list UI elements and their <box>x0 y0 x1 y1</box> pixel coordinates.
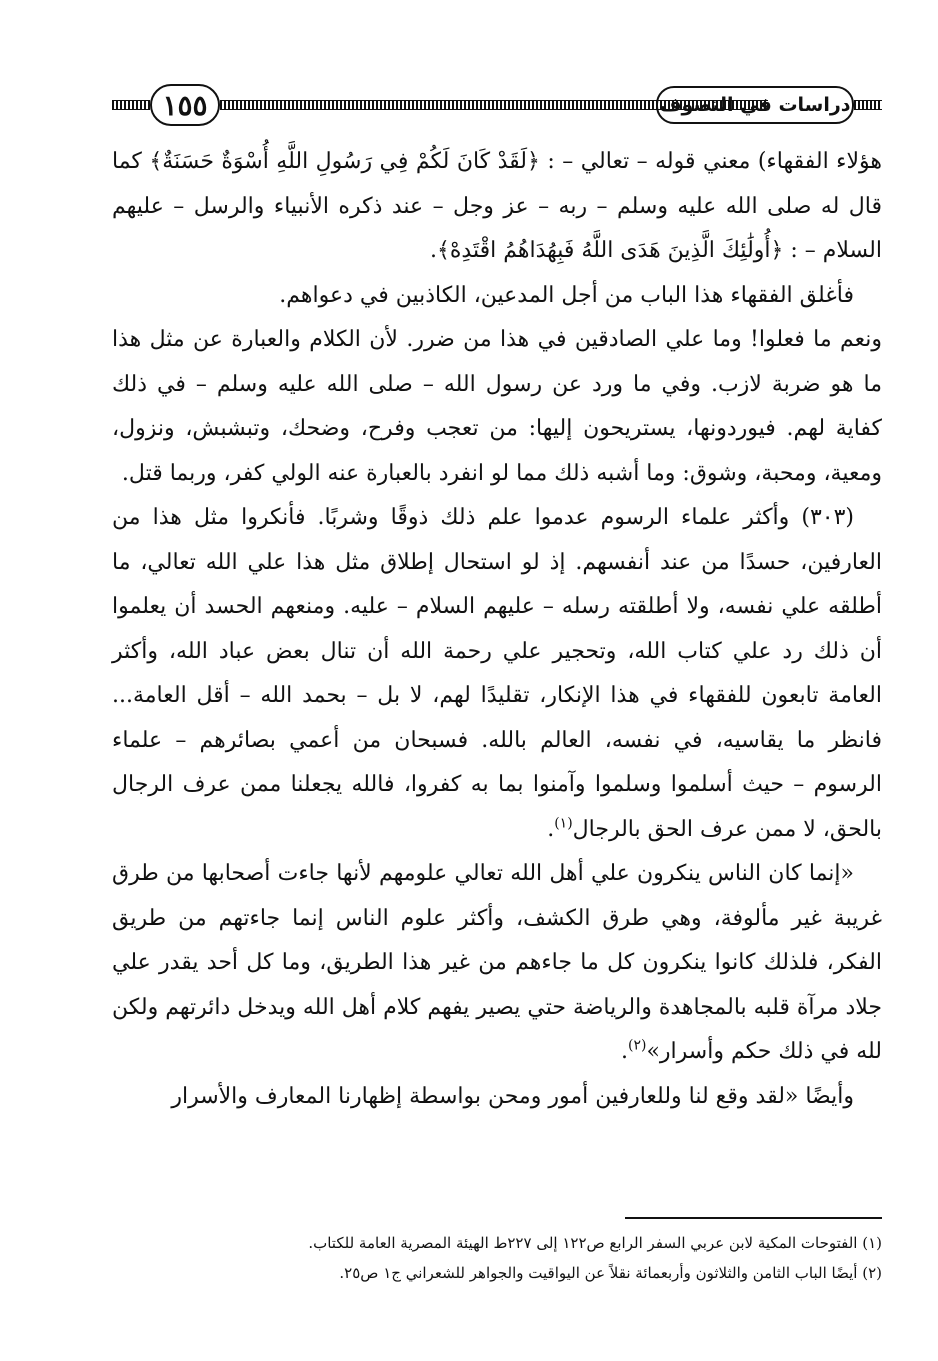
footnote-reference[interactable]: (٢) <box>627 1037 647 1054</box>
paragraph-text: كما قال له صلى الله عليه وسلم – ربه – عز وجل – عند ذكره الأنبياء والرسل – عليهم السلام – : <box>112 149 882 263</box>
quran-verse: ﴿لَقَدْ كَانَ لَكُمْ فِي رَسُولِ اللَّهِ أُسْوَةٌ حَسَنَةٌ﴾ <box>149 149 540 174</box>
header-ornament-rule <box>854 100 882 110</box>
paragraph <box>112 496 882 852</box>
header-ornament-rule <box>112 100 150 110</box>
paragraph-text: . <box>430 238 437 263</box>
paragraph-text: (٣٠٣) وأكثر علماء الرسوم عدموا علم ذلك ذوقًا وشربًا. فأنكروا مثل هذا من العارفين، حسدًا من عند أنفسهم. إذ لو استحال إطلاق مثل هذا علي الله تعالي، ما أطلقه علي نفسه، ولا أطلقته رسله – عليهم السلام – عليه. ومنعهم الحسد أن يعلموا أن ذلك رد علي كتاب الله، وتحجير علي رحمة الله أن تنال بعض عباد الله، وأكثر العامة تابعون للفقهاء في هذا الإنكار، تقليدًا لهم، لا بل – بحمد الله – أقل العامة... فانظر ما يقاسيه، في نفسه، العالم بالله. فسبحان من أعمي بصائرهم – علماء الرسوم – حيث أسلموا وسلموا وآمنوا بما به كفروا، فالله يجعلنا ممن عرف الرجال بالحق، لا ممن عرف الحق بالرجال <box>112 505 882 842</box>
paragraph <box>112 852 882 1075</box>
footnote-reference[interactable]: (١) <box>554 815 573 832</box>
paragraph: فأغلق الفقهاء هذا الباب من أجل المدعين، الكاذبين في دعواهم. <box>279 282 854 308</box>
quran-verse: ﴿أُولَٰئِكَ الَّذِينَ هَدَى اللَّهُ فَبِهُدَاهُمُ اقْتَدِهْ﴾ <box>437 238 784 263</box>
footnotes <box>112 1228 882 1288</box>
paragraph <box>112 140 882 274</box>
page-header <box>112 82 882 134</box>
paragraph: ونعم ما فعلوا! وما علي الصادقين في هذا من ضرر. لأن الكلام والعبارة عن مثل هذا ما هو ضربة لازب. وفي ما ورد عن رسول الله – صلى الله عليه وسلم – في ذلك كفاية لهم. فيوردونها، يستريحون إليها: من تعجب وفرح، وضحك، وتبشبش، ونزول، ومعية، ومحبة، وشوق: وما أشبه ذلك مما لو انفرد بالعبارة عنه الولي كفر، وربما قتل. <box>112 327 882 486</box>
page-number: ١٥٥ <box>150 84 220 126</box>
book-title: دراسات في التصوف <box>656 86 854 124</box>
footnote-separator <box>625 1217 882 1219</box>
paragraph-text: . <box>620 1039 628 1064</box>
page-body <box>112 140 882 1119</box>
paragraph: وأيضًا «لقد وقع لنا وللعارفين أمور ومحن بواسطة إظهارنا المعارف والأسرار <box>171 1083 854 1109</box>
quotation-text: «إنما كان الناس ينكرون علي أهل الله تعالي علومهم لأنها جاءت أصحابها من طرق غريبة غير مألوفة، وهي طرق الكشف، وأكثر علوم الناس إنما جاءتهم من طريق الفكر، فلذلك كانوا ينكرون كل ما جاءهم من غير هذا الطريق، وما كل أحد يقدر علي جلاد مرآة قلبه بالمجاهدة والرياضة حتي يصير يفهم كلام أهل الله ويدخل دائرتهم ولكن لله في ذلك حكم وأسرار» <box>112 861 882 1064</box>
footnote: (٢) أيضًا الباب الثامن والثلاثون وأربعمائة نقلاً عن اليواقيت والجواهر للشعراني ج١ ص٢٥. <box>339 1264 882 1282</box>
paragraph-text: . <box>547 816 555 842</box>
paragraph-text: هؤلاء الفقهاء) معني قوله – تعالي – : <box>539 149 883 174</box>
footnote: (١) الفتوحات المكية لابن عربي السفر الرابع ص١٢٢ إلى ٢٢٧ط الهيئة المصرية العامة للكتاب. <box>308 1234 882 1252</box>
